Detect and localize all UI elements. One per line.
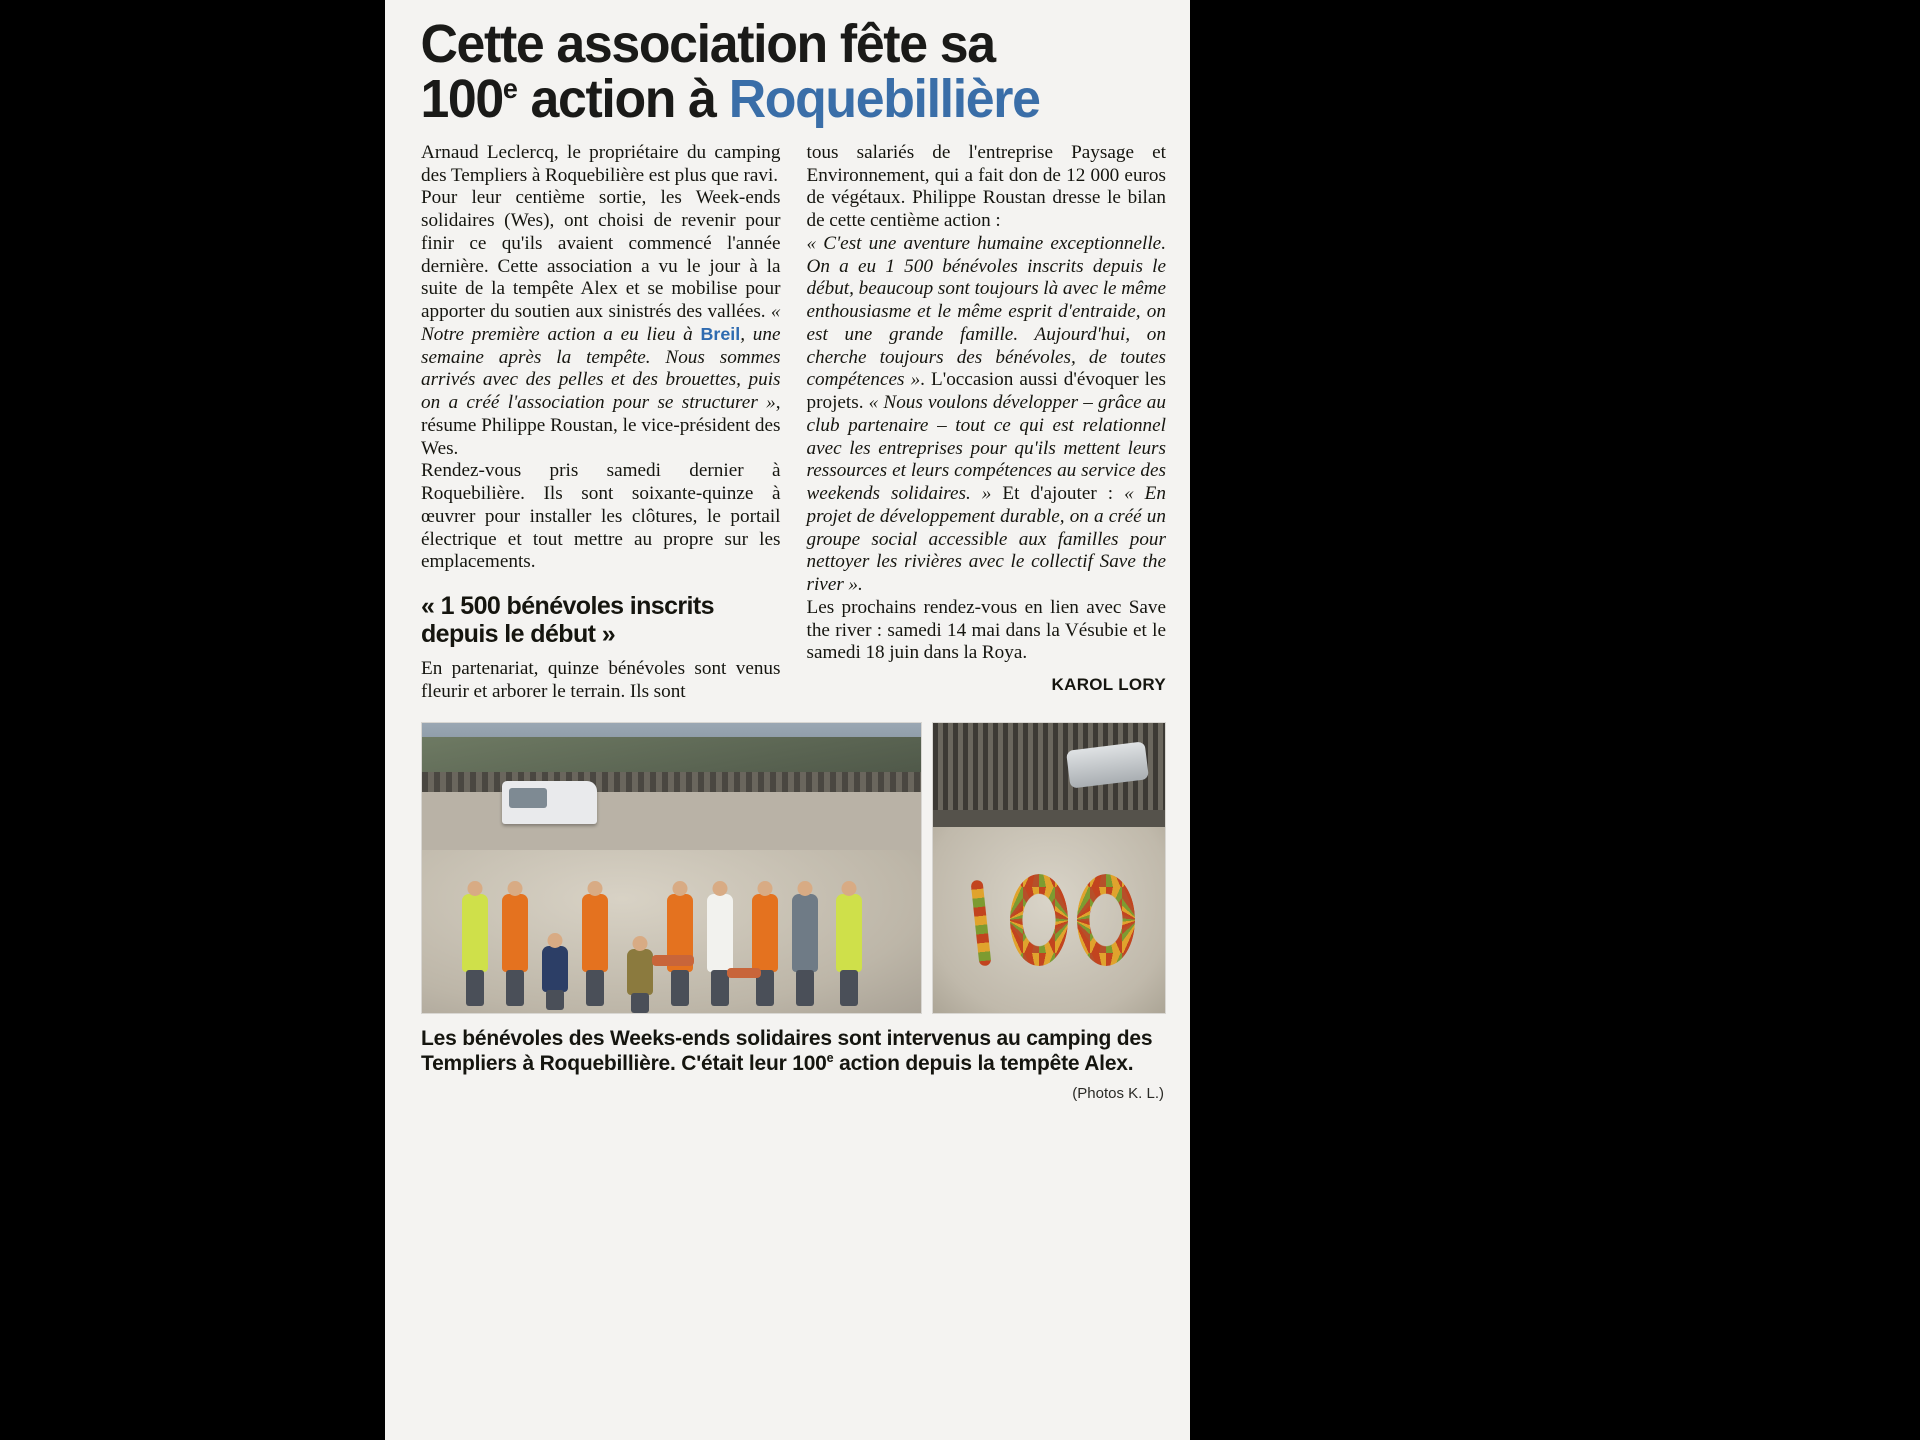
headline-place: Roquebillière: [728, 68, 1040, 129]
photo-credit: (Photos K. L.): [1072, 1084, 1164, 1102]
photo-digit-zero-second: [1077, 874, 1135, 966]
quote-adventure: « C'est une aventure humaine exceptionnelle. On a eu 1 500 bénévoles inscrits depuis le début, beaucoup sont toujours là avec le même enthousiasme et le même esprit d'entraide, on est une grande famille. Aujourd'hui, on cherche toujours des bénévoles, de toutes compétences »: [806, 232, 1166, 391]
left-column: [421, 142, 781, 704]
caption-text-a: Les bénévoles des Weeks-ends solidaires sont intervenus au camping des Templiers à Roquebillière. C'était leur 100: [421, 1026, 1153, 1076]
link-breil[interactable]: Breil: [700, 323, 741, 344]
caption-ordinal-suffix: e: [826, 1051, 834, 1066]
quote-first-action-a: « Notre première action a eu lieu à: [421, 301, 781, 345]
headline-line-2: [420, 68, 1137, 129]
quote-bridge-1: . L'occasion aussi d'évoquer les projets.: [806, 369, 1166, 414]
paragraph-roustan-quotes: [807, 233, 1167, 597]
photo-person: [752, 894, 778, 972]
quote-sustainable: « En projet de développement durable, on a créé un groupe social accessible aux familles pour nettoyer les rivières avec le collectif Save the river ».: [806, 483, 1166, 596]
photo-debris: [652, 955, 694, 966]
paragraph-next-events: Les prochains rendez-vous en lien avec Save the river : samedi 14 mai dans la Vésubie et le samedi 18 juin dans la Roya.: [806, 596, 1166, 664]
photo-person: [462, 894, 488, 972]
right-column: [807, 142, 1167, 704]
photo-bridge-structure: [422, 772, 921, 792]
article-columns: [407, 142, 1168, 704]
caption-text-b: action depuis la tempête Alex.: [833, 1052, 1134, 1076]
photo-caption: [421, 1026, 1168, 1077]
paragraph-intro: Arnaud Leclercq, le propriétaire du camping des Templiers à Roquebilière est plus que ravi.: [421, 141, 781, 186]
paragraph-rendezvous: Rendez-vous pris samedi dernier à Roquebilière. Ils sont soixante-quinze à œuvrer pour installer les clôtures, le portail électrique et tout mettre au propre sur les emplacements.: [421, 460, 781, 573]
photo-debris: [727, 968, 761, 978]
photo-row: [421, 722, 1168, 1014]
photo-person: [836, 894, 862, 972]
subheading-line-1: « 1 500 bénévoles inscrits: [421, 592, 714, 621]
headline-mid: action à: [517, 68, 729, 129]
quote-first-action-b: , une semaine après la tempête. Nous sommes arrivés avec des pelles et des brouettes, puis on a créé l'association pour se structurer »: [421, 323, 781, 414]
para-history-attrib: , résume Philippe Roustan, le vice-président des Wes.: [421, 392, 781, 459]
headline-ordinal-suffix: e: [502, 72, 518, 104]
photo-person: [542, 946, 568, 992]
photo-person: [707, 894, 733, 972]
photo-person: [627, 949, 653, 995]
photo-person: [582, 894, 608, 972]
section-subheading: [421, 592, 781, 648]
paragraph-company: tous salariés de l'entreprise Paysage et Environnement, qui a fait don de 12 000 euros de végétaux. Philippe Roustan dresse le bilan de cette centième action :: [806, 141, 1166, 232]
quote-projects: « Nous voulons développer – grâce au club partenaire – tout ce qui est relationnel avec les entreprises pour qu'ils mettent leurs ressources et leurs compétences au service des weekends solidaires. »: [806, 392, 1166, 505]
photo-rail: [933, 810, 1165, 827]
author-byline: KAROL LORY: [1051, 675, 1166, 695]
article-headline: [407, 14, 1138, 129]
subheading-line-2: depuis le début »: [421, 620, 615, 649]
headline-number: 100: [420, 68, 503, 129]
photo-volunteers-worksite: [421, 722, 922, 1014]
photo-hundred-figure: [932, 722, 1166, 1014]
photo-person: [792, 894, 818, 972]
newspaper-article-page: [385, 0, 1190, 1440]
photo-digit-zero-first: [1010, 874, 1068, 966]
photo-person: [502, 894, 528, 972]
para-history-text: Pour leur centième sortie, les Week-ends solidaires (Wes), ont choisi de revenir pour finir ce qu'ils avaient commencé l'année dernière. Cette association a vu le jour à la suite de la tempête Alex et se mobilise pour apporter du soutien aux sinistrés des vallées.: [421, 187, 781, 323]
photo-white-van: [502, 781, 597, 825]
quote-bridge-2: Et d'ajouter :: [991, 483, 1125, 505]
paragraph-history: [421, 187, 781, 460]
paragraph-partnership: En partenariat, quinze bénévoles sont venus fleurir et arborer le terrain. Ils sont: [421, 658, 781, 702]
headline-line-1: Cette association fête sa: [420, 14, 995, 74]
